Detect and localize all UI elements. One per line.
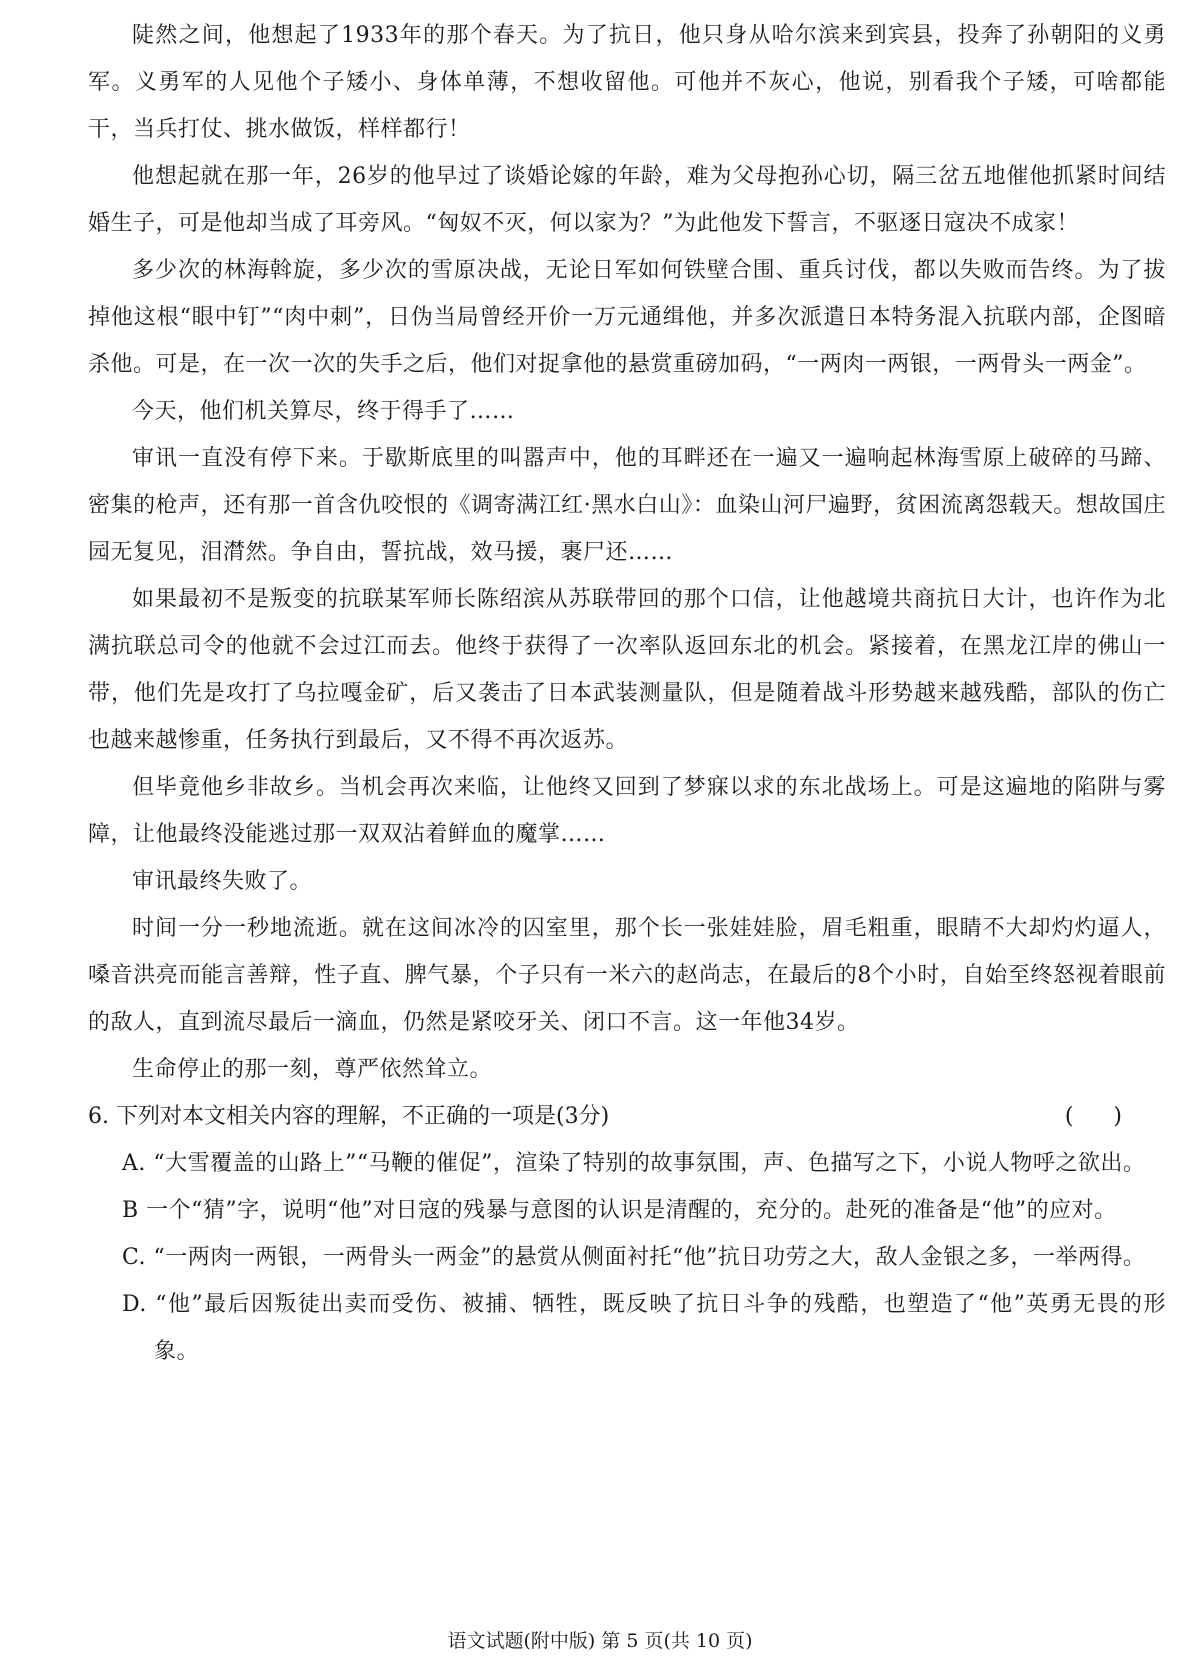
paragraph: 时间一分一秒地流逝。就在这间冰冷的囚室里，那个长一张娃娃脸，眉毛粗重，眼睛不大却灼灼逼人，嗓音洪亮而能言善辩，性子直、脾气暴，个子只有一米六的赵尚志，在最后的8个小时，自始至终怒视着眼前的敌人，直到流尽最后一滴血，仍然是紧咬牙关、闭口不言。这一年他34岁。 <box>88 916 1166 1035</box>
option-c: C. “一两肉一两银，一两骨头一两金”的悬赏从侧面衬托“他”抗日功劳之大，敌人金银之多，一举两得。 <box>122 1245 1146 1270</box>
paragraph: 多少次的林海斡旋，多少次的雪原决战，无论日军如何铁壁合围、重兵讨伐，都以失败而告终。为了拔掉他这根“眼中钉”“肉中刺”，日伪当局曾经开价一万元通缉他，并多次派遣日本特务混入抗联内部，企图暗杀他。可是，在一次一次的失手之后，他们对捉拿他的悬赏重磅加码，“一两肉一两银，一两骨头一两金”。 <box>88 258 1166 377</box>
question-6 <box>88 1093 1166 1375</box>
paragraph: 陡然之间，他想起了1933年的那个春天。为了抗日，他只身从哈尔滨来到宾县，投奔了孙朝阳的义勇军。义勇军的人见他个子矮小、身体单薄，不想收留他。可他并不灰心，他说，别看我个子矮，可啥都能干，当兵打仗、挑水做饭，样样都行！ <box>88 23 1166 142</box>
question-stem-text: 6. 下列对本文相关内容的理解，不正确的一项是(3分) <box>88 1104 610 1129</box>
question-stem <box>88 1093 1166 1140</box>
paragraph: 审讯一直没有停下来。于歇斯底里的叫嚣声中，他的耳畔还在一遍又一遍响起林海雪原上破碎的马蹄、密集的枪声，还有那一首含仇咬恨的《调寄满江红·黑水白山》：血染山河尸遍野，贫困流离怨载天。想故国庄园无复见，泪潸然。争自由，誓抗战，效马援，裹尸还…… <box>88 446 1166 565</box>
page-footer: 语文试题(附中版) 第 5 页(共 10 页) <box>447 1630 753 1652</box>
paragraph: 但毕竟他乡非故乡。当机会再次来临，让他终又回到了梦寐以求的东北战场上。可是这遍地的陷阱与雾障，让他最终没能逃过那一双双沾着鲜血的魔掌…… <box>88 775 1166 847</box>
passage-page <box>88 12 1166 1375</box>
option-b: B 一个“猜”字，说明“他”对日寇的残暴与意图的认识是清醒的，充分的。赴死的准备是“他”的应对。 <box>122 1198 1117 1223</box>
paragraph: 今天，他们机关算尽，终于得手了…… <box>132 399 515 424</box>
answer-blank[interactable]: () <box>1064 1104 1162 1129</box>
paragraph: 生命停止的那一刻，尊严依然耸立。 <box>132 1057 493 1082</box>
passage-text <box>88 12 1166 1093</box>
paragraph: 他想起就在那一年，26岁的他早过了谈婚论嫁的年龄，难为父母抱孙心切，隔三岔五地催他抓紧时间结婚生子，可是他却当成了耳旁风。“匈奴不灭，何以家为？”为此他发下誓言，不驱逐日寇决不成家！ <box>88 164 1166 236</box>
option-a: A. “大雪覆盖的山路上”“马鞭的催促”，渲染了特别的故事氛围，声、色描写之下，小说人物呼之欲出。 <box>122 1151 1146 1176</box>
paragraph: 如果最初不是叛变的抗联某军师长陈绍滨从苏联带回的那个口信，让他越境共商抗日大计，也许作为北满抗联总司令的他就不会过江而去。他终于获得了一次率队返回东北的机会。紧接着，在黑龙江岸的佛山一带，他们先是攻打了乌拉嘎金矿，后又袭击了日本武装测量队，但是随着战斗形势越来越残酷，部队的伤亡也越来越惨重，任务执行到最后，又不得不再次返苏。 <box>88 587 1166 753</box>
paragraph: 审讯最终失败了。 <box>132 869 313 894</box>
option-d: D. “他”最后因叛徒出卖而受伤、被捕、牺牲，既反映了抗日斗争的残酷，也塑造了“他”英勇无畏的形象。 <box>122 1292 1166 1364</box>
